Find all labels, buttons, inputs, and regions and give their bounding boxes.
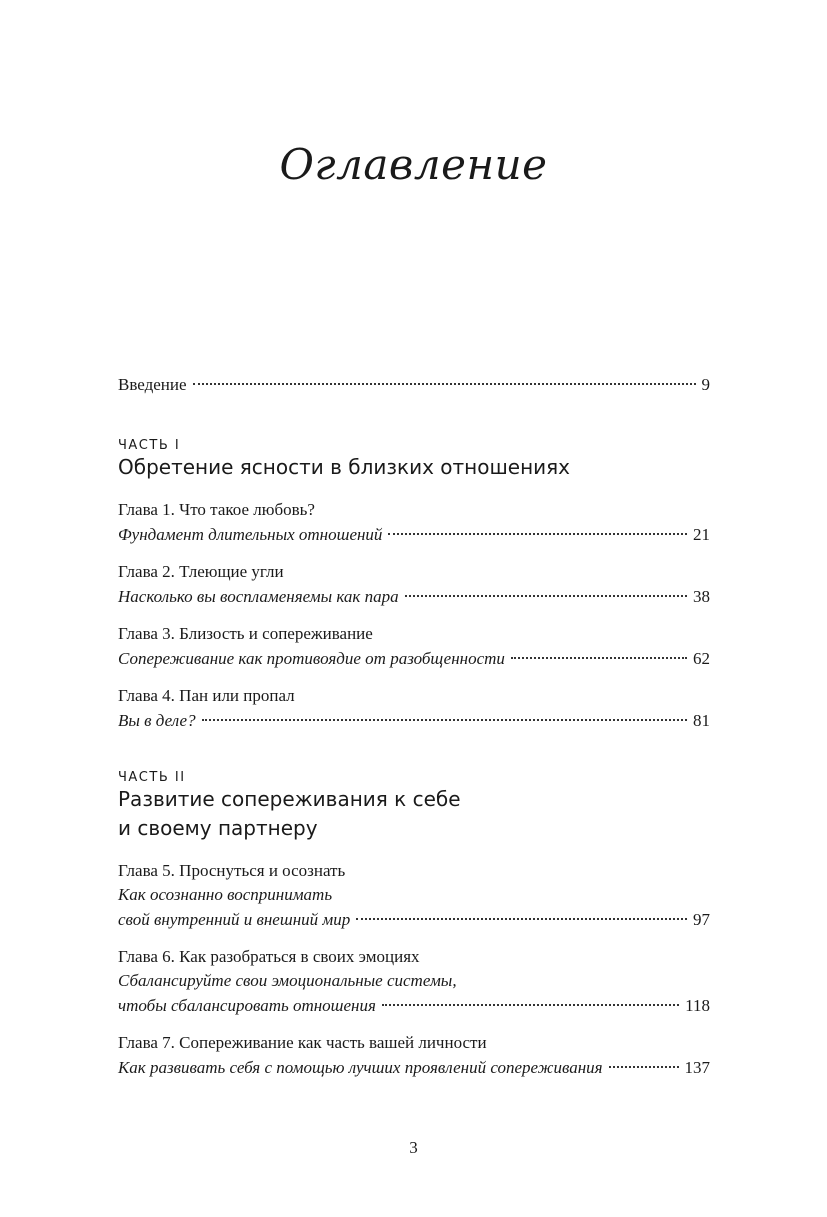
chapter-heading: Глава 1. Что такое любовь? bbox=[118, 500, 315, 519]
chapter-page: 62 bbox=[693, 649, 710, 668]
toc-part bbox=[118, 770, 710, 1081]
dot-leader bbox=[405, 595, 687, 597]
toc-entry-intro[interactable] bbox=[118, 372, 710, 398]
chapter-page: 137 bbox=[684, 1058, 710, 1077]
toc-body bbox=[118, 372, 710, 1093]
chapter-subtitle-row bbox=[118, 522, 710, 548]
chapter-page: 97 bbox=[693, 910, 710, 929]
dot-leader bbox=[382, 1004, 679, 1006]
chapter-subtitle: Фундамент длительных отношений bbox=[118, 525, 383, 544]
chapter-subtitle-row bbox=[118, 1055, 710, 1081]
intro-label: Введение bbox=[118, 375, 187, 394]
toc-title: Оглавление bbox=[279, 140, 548, 189]
chapter-subtitle-row bbox=[118, 907, 710, 933]
toc-entry-chapter[interactable] bbox=[118, 622, 710, 672]
toc-entry-chapter[interactable] bbox=[118, 498, 710, 548]
part-title bbox=[118, 453, 710, 482]
chapter-subtitle: Сопереживание как противоядие от разобщенности bbox=[118, 649, 505, 668]
dot-leader bbox=[356, 918, 687, 920]
part-title-line: Развитие сопереживания к себе bbox=[118, 787, 461, 811]
toc-part bbox=[118, 438, 710, 734]
toc-entry-chapter[interactable] bbox=[118, 684, 710, 734]
part-title-line: и своему партнеру bbox=[118, 816, 318, 840]
chapter-subtitle: Вы в деле? bbox=[118, 711, 196, 730]
chapter-heading: Глава 2. Тлеющие угли bbox=[118, 562, 284, 581]
toc-entry-chapter[interactable] bbox=[118, 945, 710, 1019]
chapter-page: 38 bbox=[693, 587, 710, 606]
dot-leader bbox=[388, 533, 687, 535]
toc-entry-chapter[interactable] bbox=[118, 859, 710, 933]
chapter-subtitle: свой внутренний и внешний мир bbox=[118, 910, 351, 929]
chapter-heading: Глава 4. Пан или пропал bbox=[118, 686, 295, 705]
chapter-heading: Глава 6. Как разобраться в своих эмоциях bbox=[118, 947, 420, 966]
chapter-heading: Глава 5. Проснуться и осознать bbox=[118, 861, 346, 880]
chapter-page: 81 bbox=[693, 711, 710, 730]
chapter-subtitle-line: Сбалансируйте свои эмоциональные системы, bbox=[118, 971, 457, 990]
chapter-subtitle: Насколько вы воспламеняемы как пара bbox=[118, 587, 399, 606]
chapter-subtitle-row bbox=[118, 646, 710, 672]
dot-leader bbox=[193, 383, 696, 385]
chapter-page: 118 bbox=[685, 996, 710, 1015]
part-label: ЧАСТЬ I bbox=[118, 438, 181, 453]
chapter-subtitle-row bbox=[118, 993, 710, 1019]
chapter-subtitle: чтобы сбалансировать отношения bbox=[118, 996, 376, 1015]
part-title-line: Обретение ясности в близких отношениях bbox=[118, 455, 571, 479]
dot-leader bbox=[202, 719, 687, 721]
chapter-subtitle: Как развивать себя с помощью лучших проявлений сопереживания bbox=[118, 1058, 603, 1077]
part-title bbox=[118, 785, 710, 843]
parts-list bbox=[118, 438, 710, 1081]
page-number: 3 bbox=[409, 1138, 418, 1157]
chapter-subtitle-row bbox=[118, 708, 710, 734]
toc-entry-chapter[interactable] bbox=[118, 560, 710, 610]
chapter-heading: Глава 3. Близость и сопереживание bbox=[118, 624, 373, 643]
intro-page: 9 bbox=[701, 375, 710, 394]
chapter-page: 21 bbox=[693, 525, 710, 544]
part-label: ЧАСТЬ II bbox=[118, 770, 186, 785]
chapter-subtitle-row bbox=[118, 584, 710, 610]
chapter-heading: Глава 7. Сопереживание как часть вашей личности bbox=[118, 1033, 487, 1052]
dot-leader bbox=[609, 1066, 679, 1068]
chapter-subtitle-line: Как осознанно воспринимать bbox=[118, 885, 333, 904]
toc-entry-chapter[interactable] bbox=[118, 1031, 710, 1081]
dot-leader bbox=[511, 657, 687, 659]
